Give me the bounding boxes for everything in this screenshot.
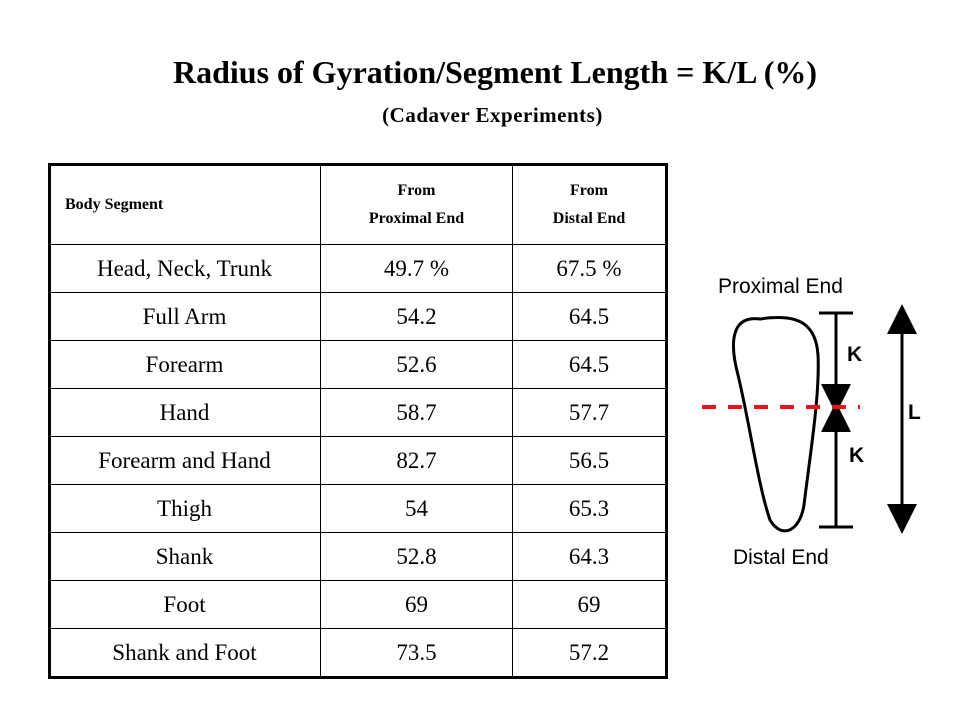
cell-body-segment: Head, Neck, Trunk <box>50 245 321 293</box>
cell-body-segment: Shank and Foot <box>50 629 321 678</box>
segment-diagram <box>690 275 960 585</box>
cell-from-distal: 64.5 <box>513 341 667 389</box>
k-label-top: K <box>847 343 863 366</box>
diagram-drawing <box>690 275 960 585</box>
header-body-segment: Body Segment <box>50 165 321 245</box>
cell-from-proximal: 54 <box>321 485 513 533</box>
table-row <box>50 629 667 678</box>
cell-body-segment: Forearm and Hand <box>50 437 321 485</box>
cell-body-segment: Forearm <box>50 341 321 389</box>
table-row <box>50 437 667 485</box>
segment-table <box>48 163 668 679</box>
l-label: L <box>908 401 921 424</box>
cell-body-segment: Foot <box>50 581 321 629</box>
cell-from-distal: 65.3 <box>513 485 667 533</box>
cell-from-proximal: 82.7 <box>321 437 513 485</box>
cell-from-proximal: 69 <box>321 581 513 629</box>
table-row <box>50 581 667 629</box>
table-row <box>50 389 667 437</box>
distal-end-label: Distal End <box>733 546 829 569</box>
cell-body-segment: Hand <box>50 389 321 437</box>
table-row <box>50 341 667 389</box>
table-header-row <box>50 165 667 245</box>
cell-from-proximal: 52.6 <box>321 341 513 389</box>
k-label-bottom: K <box>849 444 865 467</box>
cell-body-segment: Thigh <box>50 485 321 533</box>
cell-from-distal: 56.5 <box>513 437 667 485</box>
cell-from-proximal: 49.7 % <box>321 245 513 293</box>
cell-from-distal: 57.7 <box>513 389 667 437</box>
proximal-end-label: Proximal End <box>718 275 843 298</box>
cell-from-distal: 57.2 <box>513 629 667 678</box>
cell-from-proximal: 54.2 <box>321 293 513 341</box>
table-row <box>50 485 667 533</box>
cell-from-distal: 69 <box>513 581 667 629</box>
cell-from-proximal: 73.5 <box>321 629 513 678</box>
page-subtitle: (Cadaver Experiments) <box>382 103 603 127</box>
segment-outline <box>733 318 818 531</box>
cell-from-proximal: 58.7 <box>321 389 513 437</box>
cell-from-distal: 67.5 % <box>513 245 667 293</box>
cell-body-segment: Shank <box>50 533 321 581</box>
table-row <box>50 245 667 293</box>
table-row <box>50 533 667 581</box>
cell-from-distal: 64.3 <box>513 533 667 581</box>
header-proximal: From Proximal End <box>321 165 513 245</box>
header-distal: From Distal End <box>513 165 667 245</box>
cell-from-proximal: 52.8 <box>321 533 513 581</box>
table-row <box>50 293 667 341</box>
page-title: Radius of Gyration/Segment Length = K/L (%) <box>172 54 818 90</box>
cell-body-segment: Full Arm <box>50 293 321 341</box>
cell-from-distal: 64.5 <box>513 293 667 341</box>
